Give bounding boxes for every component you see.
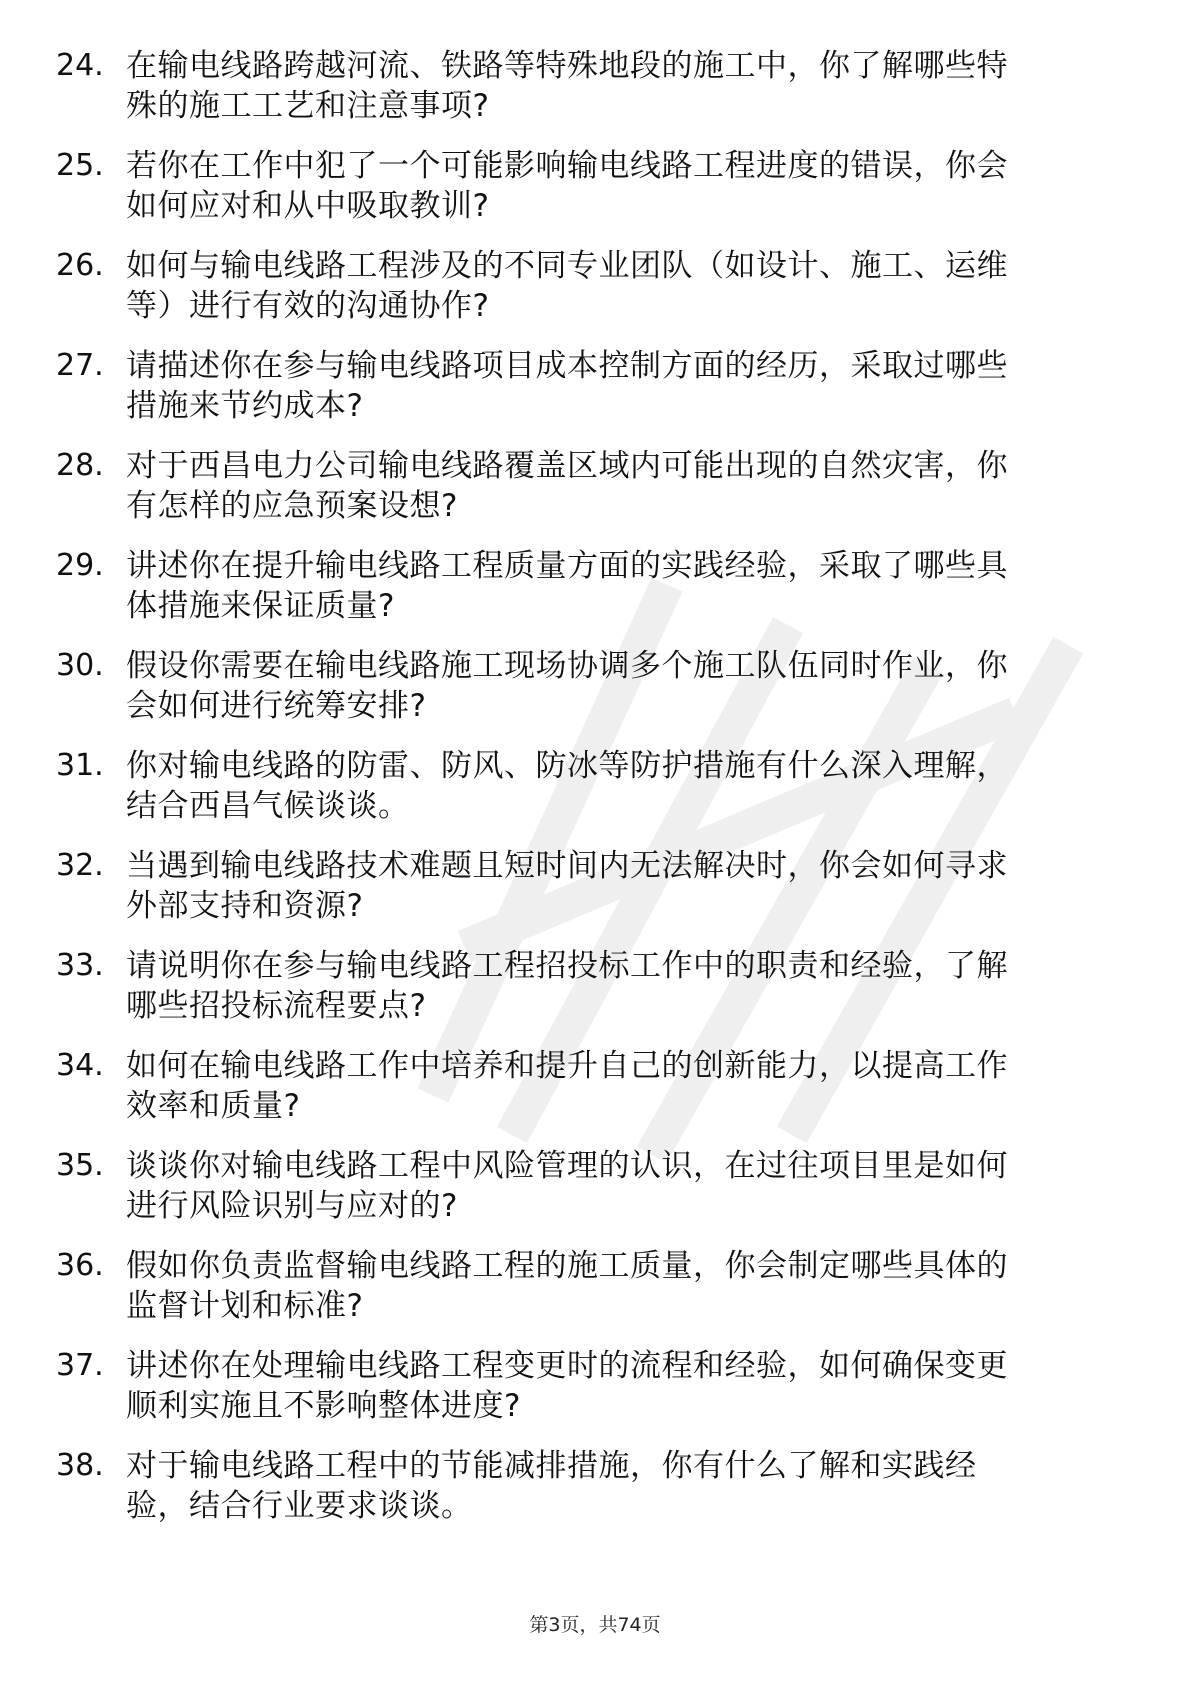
question-text-line: 殊的施工工艺和注意事项?: [126, 88, 490, 124]
question-item: [56, 646, 1116, 746]
question-text-line: 假如你负责监督输电线路工程的施工质量，你会制定哪些具体的: [126, 1248, 1008, 1284]
question-text: [126, 746, 1126, 826]
question-text: [126, 846, 1126, 926]
question-number: 34.: [56, 1048, 104, 1083]
question-number: 29.: [56, 548, 104, 583]
question-text: [126, 346, 1126, 426]
question-item: [56, 546, 1116, 646]
question-text: [126, 946, 1126, 1026]
question-item: [56, 946, 1116, 1046]
question-number: 26.: [56, 248, 104, 283]
question-text-line: 如何在输电线路工作中培养和提升自己的创新能力，以提高工作: [126, 1048, 1008, 1084]
question-item: [56, 346, 1116, 446]
question-text-line: 等）进行有效的沟通协作?: [126, 288, 490, 324]
question-text-line: 措施来节约成本?: [126, 388, 364, 424]
question-item: [56, 1446, 1116, 1546]
question-text-line: 谈谈你对输电线路工程中风险管理的认识，在过往项目里是如何: [126, 1148, 1008, 1184]
question-text-line: 你对输电线路的防雷、防风、防冰等防护措施有什么深入理解，: [126, 748, 1008, 784]
question-text-line: 对于西昌电力公司输电线路覆盖区域内可能出现的自然灾害，你: [126, 448, 1008, 484]
question-item: [56, 746, 1116, 846]
question-item: [56, 846, 1116, 946]
question-item: [56, 1246, 1116, 1346]
question-text: [126, 246, 1126, 326]
question-text-line: 假设你需要在输电线路施工现场协调多个施工队伍同时作业，你: [126, 648, 1008, 684]
question-text: [126, 1446, 1126, 1526]
question-text: [126, 546, 1126, 626]
question-text-line: 验，结合行业要求谈谈。: [126, 1488, 473, 1524]
question-number: 27.: [56, 348, 104, 383]
question-number: 36.: [56, 1248, 104, 1283]
question-text-line: 如何应对和从中吸取教训?: [126, 188, 490, 224]
question-text: [126, 1046, 1126, 1126]
question-number: 25.: [56, 148, 104, 183]
question-text: [126, 146, 1126, 226]
question-number: 38.: [56, 1448, 104, 1483]
question-item: [56, 446, 1116, 546]
question-text-line: 讲述你在提升输电线路工程质量方面的实践经验，采取了哪些具: [126, 548, 1008, 584]
question-text-line: 结合西昌气候谈谈。: [126, 788, 410, 824]
question-text-line: 请描述你在参与输电线路项目成本控制方面的经历，采取过哪些: [126, 348, 1008, 384]
question-text-line: 若你在工作中犯了一个可能影响输电线路工程进度的错误，你会: [126, 148, 1008, 184]
question-text-line: 在输电线路跨越河流、铁路等特殊地段的施工中，你了解哪些特: [126, 48, 1008, 84]
question-text-line: 哪些招投标流程要点?: [126, 988, 427, 1024]
question-text-line: 请说明你在参与输电线路工程招投标工作中的职责和经验，了解: [126, 948, 1008, 984]
question-number: 35.: [56, 1148, 104, 1183]
question-text-line: 顺利实施且不影响整体进度?: [126, 1388, 521, 1424]
question-text-line: 体措施来保证质量?: [126, 588, 395, 624]
question-text-line: 当遇到输电线路技术难题且短时间内无法解决时，你会如何寻求: [126, 848, 1008, 884]
question-item: [56, 1146, 1116, 1246]
question-number: 31.: [56, 748, 104, 783]
question-text-line: 外部支持和资源?: [126, 888, 364, 924]
question-number: 37.: [56, 1348, 104, 1383]
question-text-line: 进行风险识别与应对的?: [126, 1188, 458, 1224]
question-text: [126, 446, 1126, 526]
question-text-line: 有怎样的应急预案设想?: [126, 488, 458, 524]
question-number: 24.: [56, 48, 104, 83]
question-number: 30.: [56, 648, 104, 683]
question-item: [56, 1346, 1116, 1446]
question-list: [56, 46, 1116, 1546]
question-text: [126, 1346, 1126, 1426]
question-text: [126, 1246, 1126, 1326]
page-footer: 第3页，共74页: [529, 1614, 661, 1636]
question-text-line: 监督计划和标准?: [126, 1288, 364, 1324]
question-text: [126, 1146, 1126, 1226]
question-item: [56, 246, 1116, 346]
question-item: [56, 1046, 1116, 1146]
question-item: [56, 46, 1116, 146]
question-number: 33.: [56, 948, 104, 983]
question-item: [56, 146, 1116, 246]
question-text-line: 讲述你在处理输电线路工程变更时的流程和经验，如何确保变更: [126, 1348, 1008, 1384]
question-number: 32.: [56, 848, 104, 883]
question-text-line: 效率和质量?: [126, 1088, 301, 1124]
question-text-line: 会如何进行统筹安排?: [126, 688, 427, 724]
question-text: [126, 646, 1126, 726]
question-number: 28.: [56, 448, 104, 483]
question-text-line: 对于输电线路工程中的节能减排措施，你有什么了解和实践经: [126, 1448, 977, 1484]
question-text: [126, 46, 1126, 126]
question-text-line: 如何与输电线路工程涉及的不同专业团队（如设计、施工、运维: [126, 248, 1008, 284]
